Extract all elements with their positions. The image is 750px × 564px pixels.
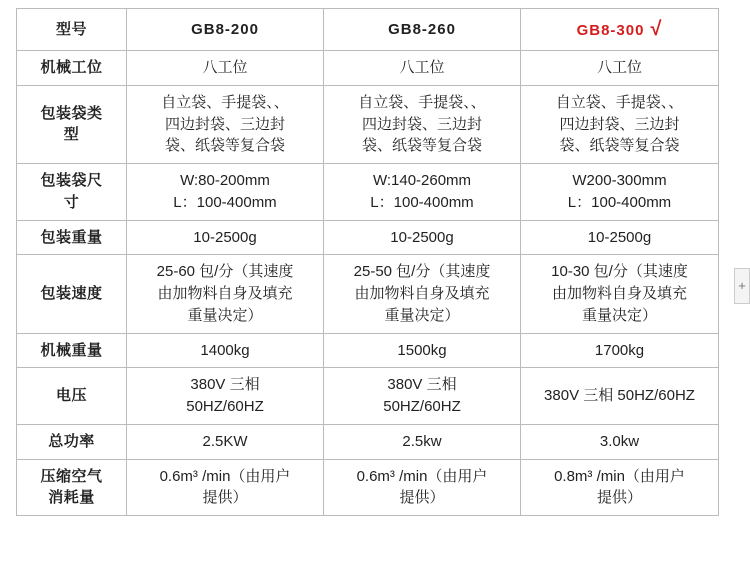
row-cell <box>324 85 521 163</box>
row-label: 总功率 <box>17 424 127 459</box>
cell-line: 八工位 <box>202 59 248 76</box>
header-cell-label: 型号 <box>17 9 127 51</box>
check-icon: √ <box>650 18 663 40</box>
cell-line: 重量决定） <box>187 306 263 324</box>
row-cell <box>127 85 324 163</box>
cell-line: 2.5KW <box>202 432 248 450</box>
cell-line: L：100-400mm <box>173 193 277 211</box>
row-label-line: 型 <box>63 126 80 144</box>
cell-line: 提供） <box>202 489 248 507</box>
row-cell <box>521 424 719 459</box>
row-cell <box>521 220 719 255</box>
cell-line: 四边封袋、三边封 <box>559 115 680 133</box>
row-cell <box>127 255 324 333</box>
table-row <box>17 459 719 516</box>
cell-line: 提供） <box>399 489 445 507</box>
table-row <box>17 220 719 255</box>
table-body <box>17 9 719 516</box>
header-cell-model-3 <box>521 9 719 51</box>
cell-line: 25-60 包/分（其速度 <box>156 263 294 281</box>
row-cell <box>521 51 719 86</box>
row-label: 包装速度 <box>17 255 127 333</box>
row-cell <box>324 459 521 516</box>
row-cell <box>127 368 324 425</box>
cell-line: 重量决定） <box>581 306 657 324</box>
cell-line: 四边封袋、三边封 <box>361 115 482 133</box>
row-cell <box>127 51 324 86</box>
row-cell <box>127 220 324 255</box>
table-row <box>17 255 719 333</box>
cell-line: 八工位 <box>399 59 445 76</box>
row-label-line: 消耗量 <box>48 489 95 507</box>
cell-line: L：100-400mm <box>370 193 474 211</box>
cell-line: 袋、纸袋等复合袋 <box>361 137 482 155</box>
cell-line: 自立袋、手提袋、、 <box>161 93 289 111</box>
row-cell <box>521 459 719 516</box>
row-cell <box>324 368 521 425</box>
cell-line: 自立袋、手提袋、、 <box>358 93 486 111</box>
cell-line: 380V 三相 <box>387 376 457 394</box>
cell-line: 380V 三相 50HZ/60HZ <box>544 387 695 405</box>
cell-line: 25-50 包/分（其速度 <box>353 263 491 281</box>
cell-line: 由加物料自身及填充 <box>157 285 293 302</box>
cell-line: 0.6m³ /min（由用户 <box>356 467 488 485</box>
cell-line: 10-2500g <box>587 228 652 246</box>
row-cell <box>521 85 719 163</box>
row-cell <box>324 51 521 86</box>
cell-line: 自立袋、手提袋、、 <box>555 93 684 111</box>
cell-line: 50HZ/60HZ <box>383 398 461 415</box>
row-label <box>17 459 127 516</box>
table-row <box>17 333 719 368</box>
row-cell <box>127 164 324 221</box>
row-cell <box>521 333 719 368</box>
cell-line: 由加物料自身及填充 <box>551 285 687 302</box>
cell-line: 0.8m³ /min（由用户 <box>554 467 685 485</box>
row-cell <box>324 255 521 333</box>
cell-line: 380V 三相 <box>190 376 260 394</box>
row-cell <box>324 424 521 459</box>
header-cell-model-1: GB8-200 <box>127 9 324 51</box>
row-cell <box>324 333 521 368</box>
header-cell-model-2: GB8-260 <box>324 9 521 51</box>
table-header-row <box>17 9 719 51</box>
table-row <box>17 85 719 163</box>
row-label-line: 压缩空气 <box>40 467 103 485</box>
cell-line: 袋、纸袋等复合袋 <box>164 137 285 155</box>
row-label-line: 包装袋尺 <box>40 172 103 189</box>
row-cell <box>127 333 324 368</box>
cell-line: 袋、纸袋等复合袋 <box>559 137 680 155</box>
row-label <box>17 164 127 221</box>
cell-line: 10-30 包/分（其速度 <box>551 263 688 281</box>
cell-line: 2.5kw <box>402 432 442 450</box>
table-row <box>17 51 719 86</box>
table-row <box>17 164 719 221</box>
row-cell <box>127 424 324 459</box>
model-3-label: GB8-300 <box>576 22 645 39</box>
cell-line: 四边封袋、三边封 <box>164 115 285 133</box>
row-label: 包装重量 <box>17 220 127 255</box>
row-cell <box>324 164 521 221</box>
row-cell <box>324 220 521 255</box>
row-cell <box>521 368 719 425</box>
cell-line: 重量决定） <box>384 306 460 324</box>
cell-line: 3.0kw <box>599 432 640 450</box>
row-label-line: 寸 <box>63 193 80 211</box>
cell-line: 1400kg <box>200 341 250 359</box>
row-cell <box>521 164 719 221</box>
cell-line: 10-2500g <box>390 228 454 246</box>
table-row <box>17 424 719 459</box>
specification-table <box>16 8 719 516</box>
cell-line: 1500kg <box>397 341 447 359</box>
table-row <box>17 368 719 425</box>
cell-line: 10-2500g <box>193 228 257 246</box>
cell-line: 八工位 <box>596 59 642 76</box>
cell-line: L：100-400mm <box>567 193 672 211</box>
cell-line: 由加物料自身及填充 <box>354 285 490 302</box>
row-label: 机械重量 <box>17 333 127 368</box>
cell-line: 50HZ/60HZ <box>186 398 264 415</box>
row-label <box>17 85 127 163</box>
cell-line: 提供） <box>596 489 642 507</box>
side-expand-handle[interactable]: + <box>734 268 750 304</box>
row-cell <box>127 459 324 516</box>
spec-sheet <box>16 8 718 516</box>
row-cell <box>521 255 719 333</box>
row-label: 电压 <box>17 368 127 425</box>
cell-line: W200-300mm <box>572 172 667 189</box>
cell-line: 0.6m³ /min（由用户 <box>159 467 291 485</box>
cell-line: W:80-200mm <box>180 172 270 189</box>
row-label-line: 包装袋类 <box>40 104 103 122</box>
row-label: 机械工位 <box>17 51 127 86</box>
cell-line: 1700kg <box>594 341 645 359</box>
cell-line: W:140-260mm <box>372 172 472 189</box>
